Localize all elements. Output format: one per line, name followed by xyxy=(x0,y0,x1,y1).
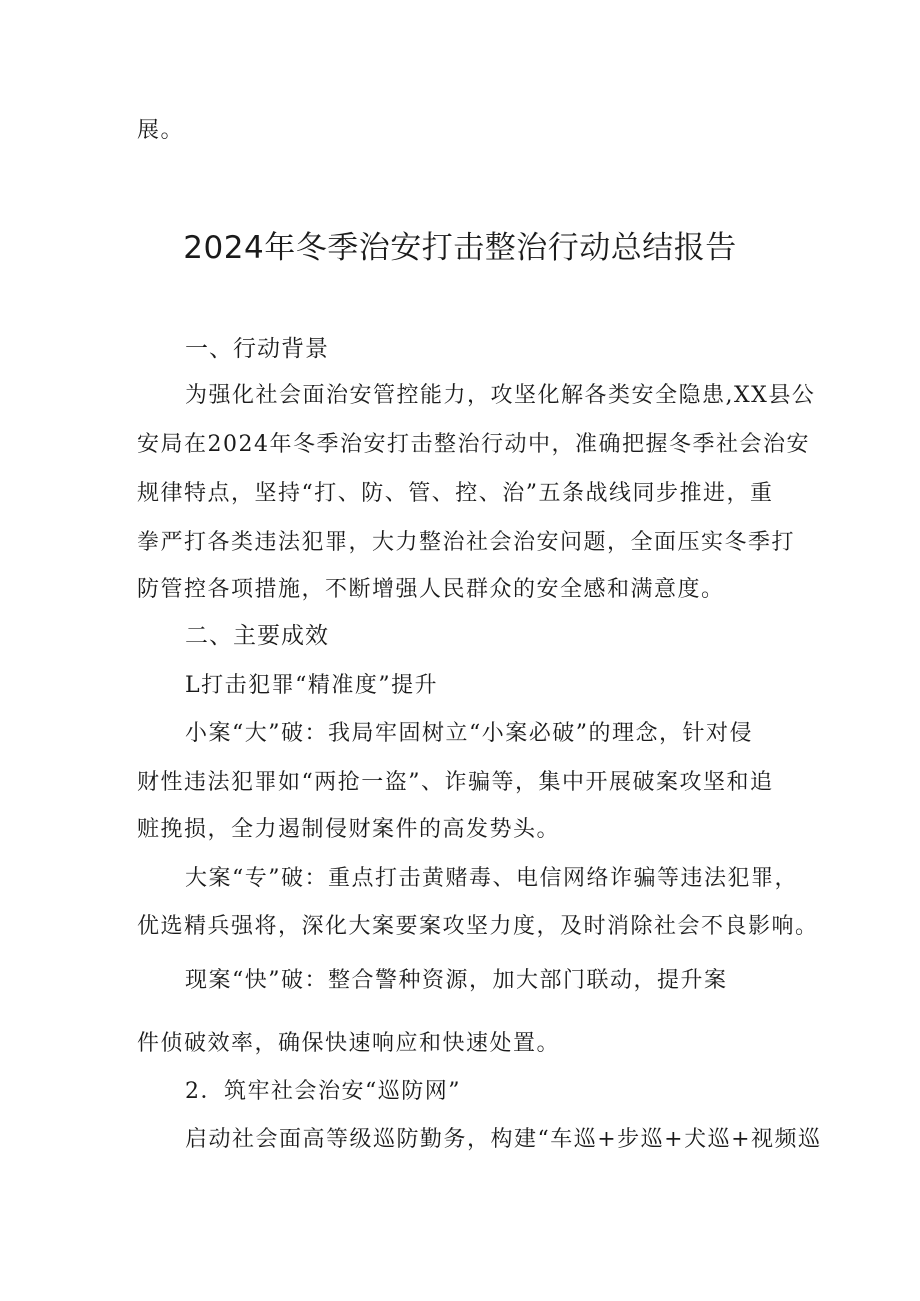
subheading-crime-precision: L打击犯罪“精准度”提升 xyxy=(185,673,439,698)
paragraph-line: 赃挽损，全力遏制侵财案件的高发势头。 xyxy=(137,817,561,842)
paragraph-line: 优选精兵强将，深化大案要案攻坚力度，及时消除社会不良影响。 xyxy=(137,914,819,939)
paragraph-line: 规律特点，坚持“打、防、管、控、治”五条战线同步推进，重 xyxy=(137,481,774,506)
section-heading-background: 一、行动背景 xyxy=(185,336,329,362)
section-heading-results: 二、主要成效 xyxy=(185,623,329,649)
document-title: 2024年冬季治安打击整治行动总结报告 xyxy=(183,230,737,266)
paragraph-line: 件侦破效率，确保快速响应和快速处置。 xyxy=(137,1031,561,1056)
carryover-text: 展。 xyxy=(137,118,185,143)
subheading-patrol-network: 2．筑牢社会治安“巡防网” xyxy=(185,1079,461,1104)
paragraph-line: 为强化社会面治安管控能力，攻坚化解各类安全隐患,XX县公 xyxy=(185,383,816,408)
paragraph-line: 小案“大”破：我局牢固树立“小案必破”的理念，针对侵 xyxy=(185,721,753,746)
paragraph-line: 安局在2024年冬季治安打击整治行动中，准确把握冬季社会治安 xyxy=(137,432,810,457)
paragraph-line: 防管控各项措施，不断增强人民群众的安全感和满意度。 xyxy=(137,577,725,602)
paragraph-line: 大案“专”破：重点打击黄赌毒、电信网络诈骗等违法犯罪， xyxy=(185,866,798,891)
paragraph-line: 拳严打各类违法犯罪，大力整治社会治安问题，全面压实冬季打 xyxy=(137,530,796,555)
paragraph-line: 启动社会面高等级巡防勤务，构建“车巡+步巡+犬巡+视频巡 xyxy=(185,1127,822,1152)
paragraph-line: 财性违法犯罪如“两抢一盗”、诈骗等，集中开展破案攻坚和追 xyxy=(137,770,774,795)
paragraph-line: 现案“快”破：整合警种资源，加大部门联动，提升案 xyxy=(185,968,728,993)
